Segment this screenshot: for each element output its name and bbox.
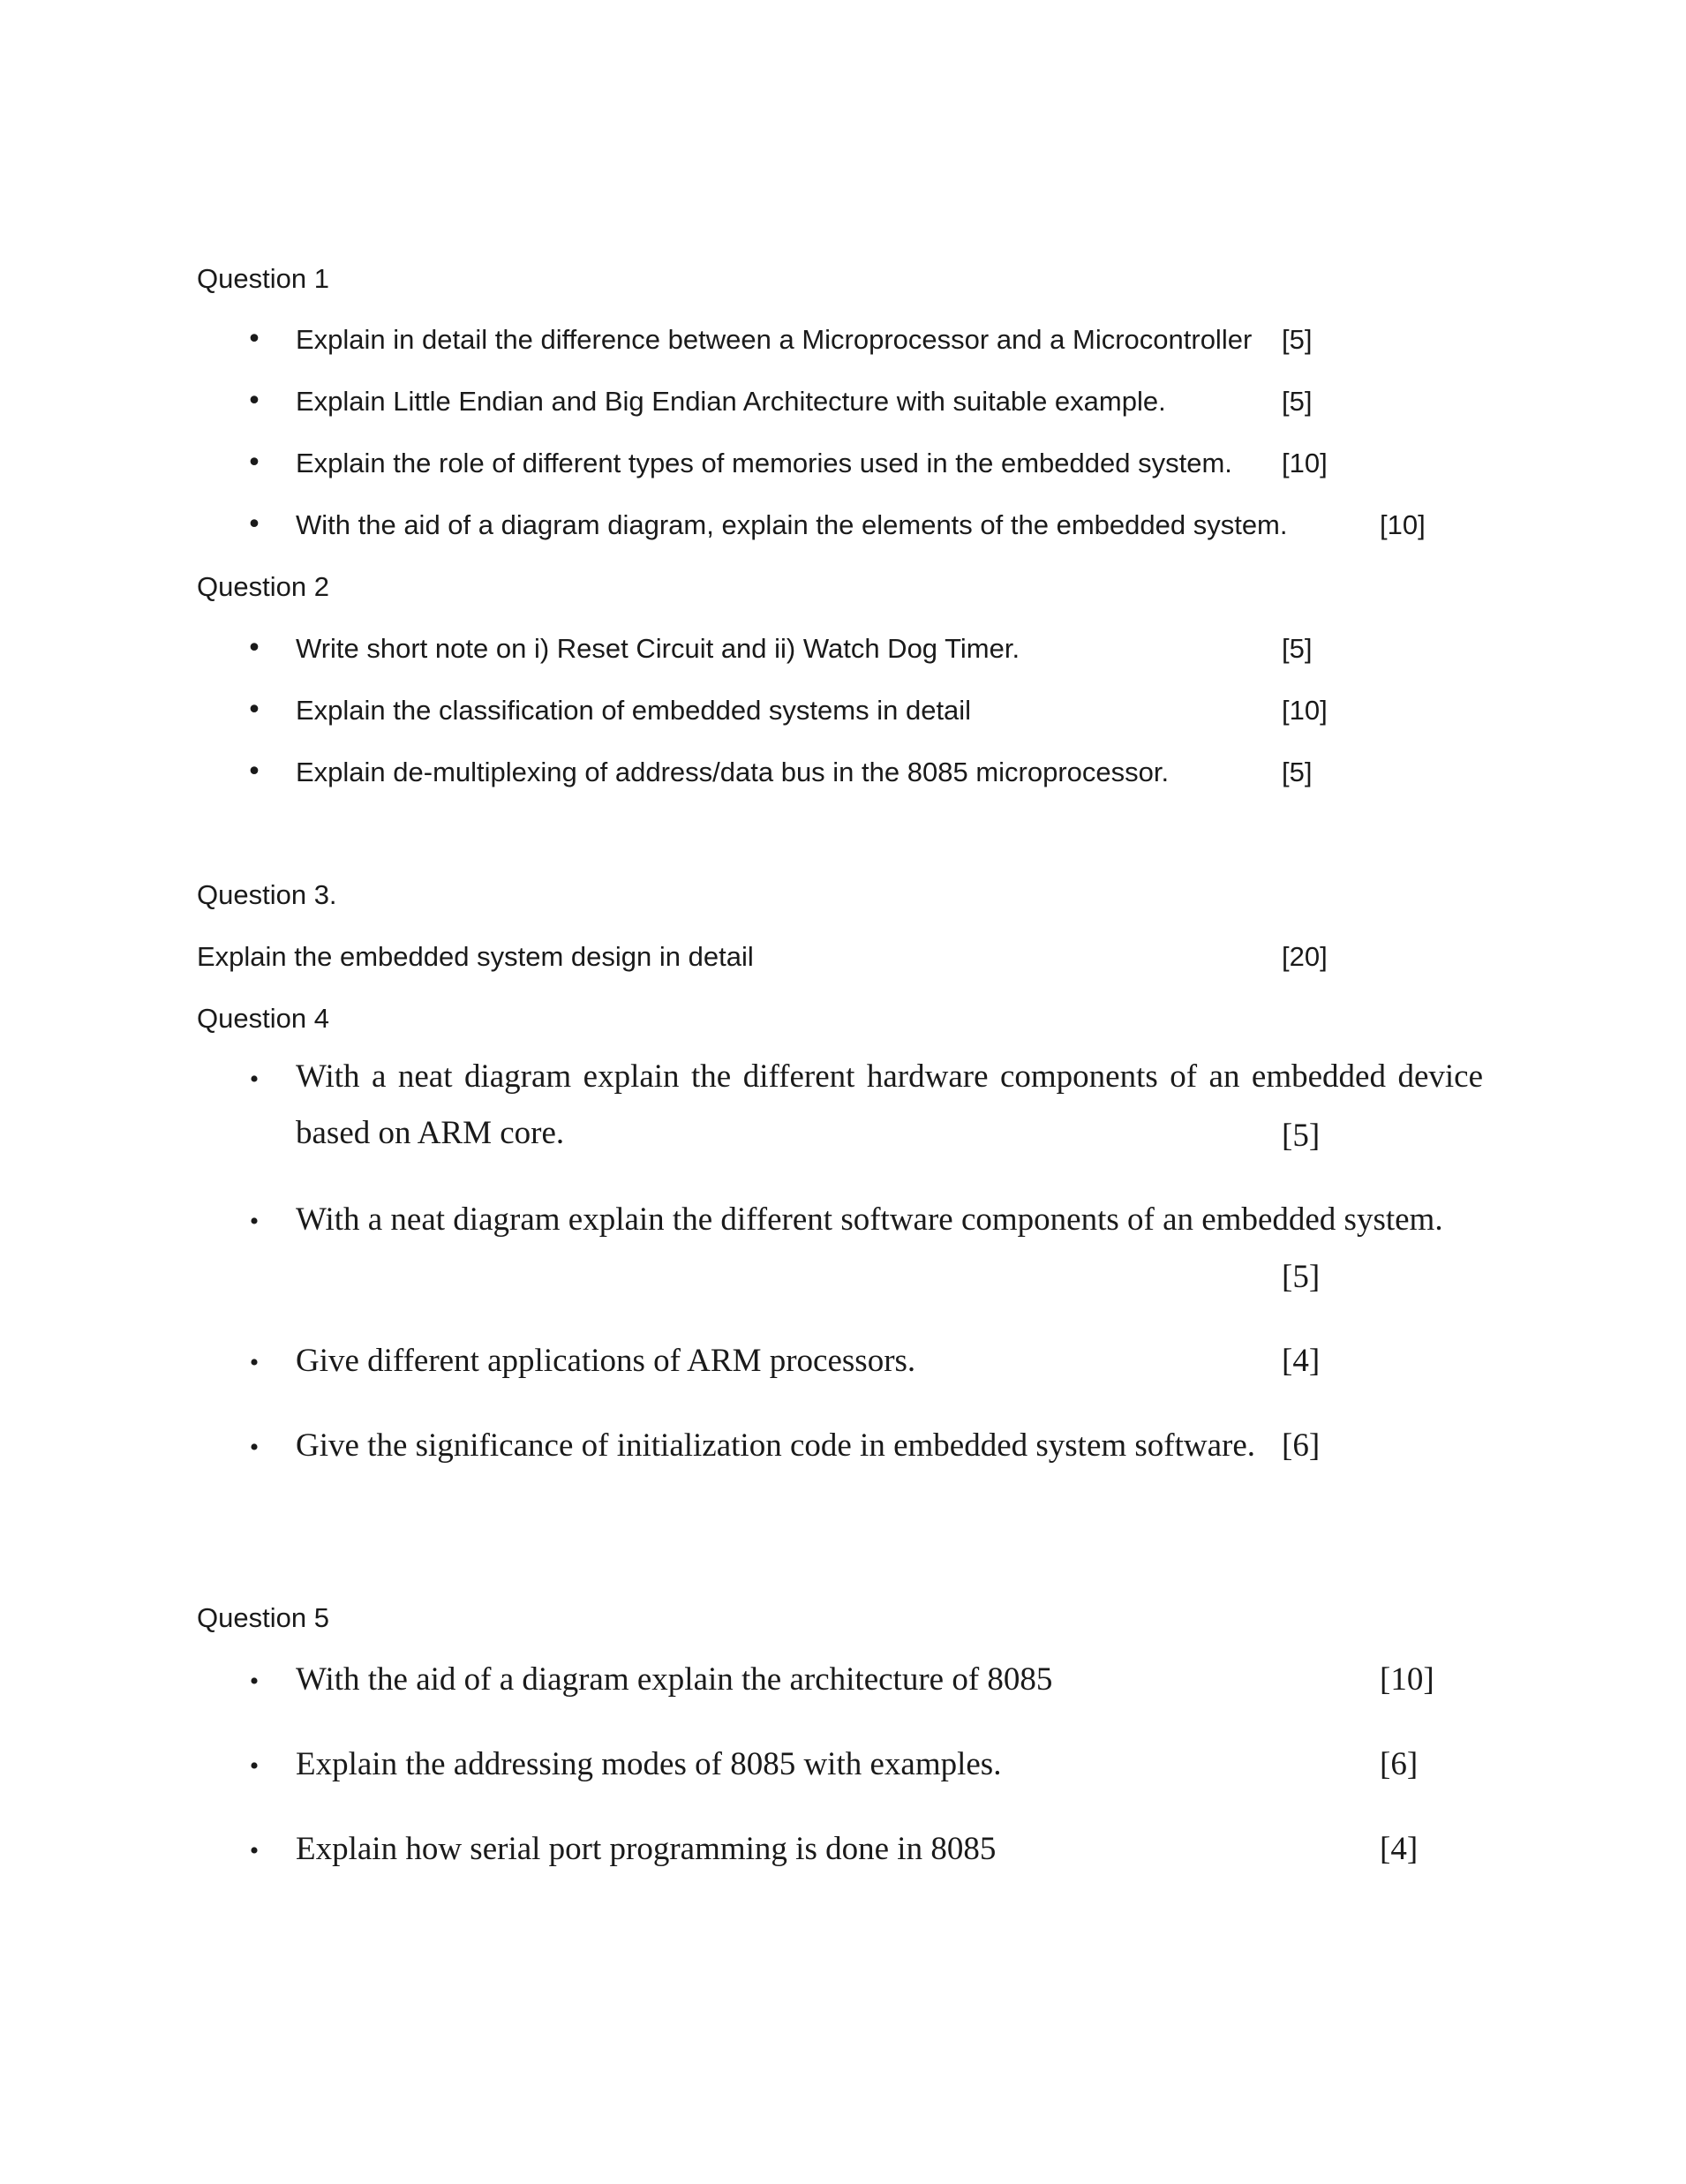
q1-item-1-marks: [5]: [1282, 324, 1313, 355]
q4-item-4-text: Give the significance of initialization code in embedded system software.: [296, 1427, 1256, 1464]
q4-item-1-marks: [5]: [1282, 1118, 1321, 1154]
q5-item-2-text: Explain the addressing modes of 8085 with examples.: [296, 1746, 1002, 1782]
bullet-icon: •: [246, 386, 262, 417]
question-2-heading: Question 2: [197, 571, 329, 602]
q5-item-1-text: With the aid of a diagram explain the architecture of 8085: [296, 1661, 1053, 1698]
q3-marks: [20]: [1282, 941, 1328, 972]
q4-item-3-marks: [4]: [1282, 1343, 1321, 1379]
q4-item-4-marks: [6]: [1282, 1427, 1321, 1464]
q1-item-2-marks: [5]: [1282, 386, 1313, 417]
q1-item-4-marks: [10]: [1380, 509, 1426, 540]
q2-item-2-text: Explain the classification of embedded systems in detail: [296, 695, 972, 726]
q4-item-1-text: With a neat diagram explain the different hardware components of an embedded device based on ARM core.: [296, 1058, 1483, 1151]
q4-item-3-text: Give different applications of ARM processors.: [296, 1343, 916, 1379]
bullet-icon: •: [249, 1836, 260, 1865]
q4-item-2-text: With a neat diagram explain the different software components of an embedded system.: [296, 1201, 1443, 1238]
q2-item-1-marks: [5]: [1282, 633, 1313, 664]
bullet-icon: •: [246, 324, 262, 355]
bullet-icon: •: [246, 509, 262, 540]
q2-item-1-text: Write short note on i) Reset Circuit and ii) Watch Dog Timer.: [296, 633, 1020, 664]
q5-item-3-text: Explain how serial port programming is done in 8085: [296, 1831, 997, 1867]
question-1-heading: Question 1: [197, 263, 329, 294]
question-5-heading: Question 5: [197, 1602, 329, 1633]
bullet-icon: •: [246, 633, 262, 664]
bullet-icon: •: [246, 695, 262, 726]
q2-item-2-marks: [10]: [1282, 695, 1328, 726]
q4-item-2-marks: [5]: [1282, 1259, 1321, 1295]
question-4-heading: Question 4: [197, 1003, 329, 1034]
bullet-icon: •: [249, 1751, 260, 1781]
q5-item-2-marks: [6]: [1380, 1746, 1419, 1782]
q1-item-4-text: With the aid of a diagram diagram, explain the elements of the embedded system.: [296, 509, 1288, 540]
q3-text: Explain the embedded system design in detail: [197, 941, 754, 972]
q1-item-2-text: Explain Little Endian and Big Endian Architecture with suitable example.: [296, 386, 1166, 417]
q2-item-3-text: Explain de-multiplexing of address/data bus in the 8085 microprocessor.: [296, 757, 1170, 787]
bullet-icon: •: [249, 1348, 260, 1377]
question-3-heading: Question 3.: [197, 879, 337, 910]
bullet-icon: •: [249, 1667, 260, 1696]
q5-item-1-marks: [10]: [1380, 1661, 1434, 1698]
bullet-icon: •: [246, 448, 262, 478]
bullet-icon: •: [246, 757, 262, 787]
q1-item-1-text: Explain in detail the difference between a Microprocessor and a Microcontroller: [296, 324, 1253, 355]
q2-item-3-marks: [5]: [1282, 757, 1313, 787]
bullet-icon: •: [249, 1065, 260, 1094]
bullet-icon: •: [249, 1433, 260, 1462]
q5-item-3-marks: [4]: [1380, 1831, 1419, 1867]
bullet-icon: •: [249, 1207, 260, 1236]
q1-item-3-text: Explain the role of different types of memories used in the embedded system.: [296, 448, 1232, 478]
q1-item-3-marks: [10]: [1282, 448, 1328, 478]
